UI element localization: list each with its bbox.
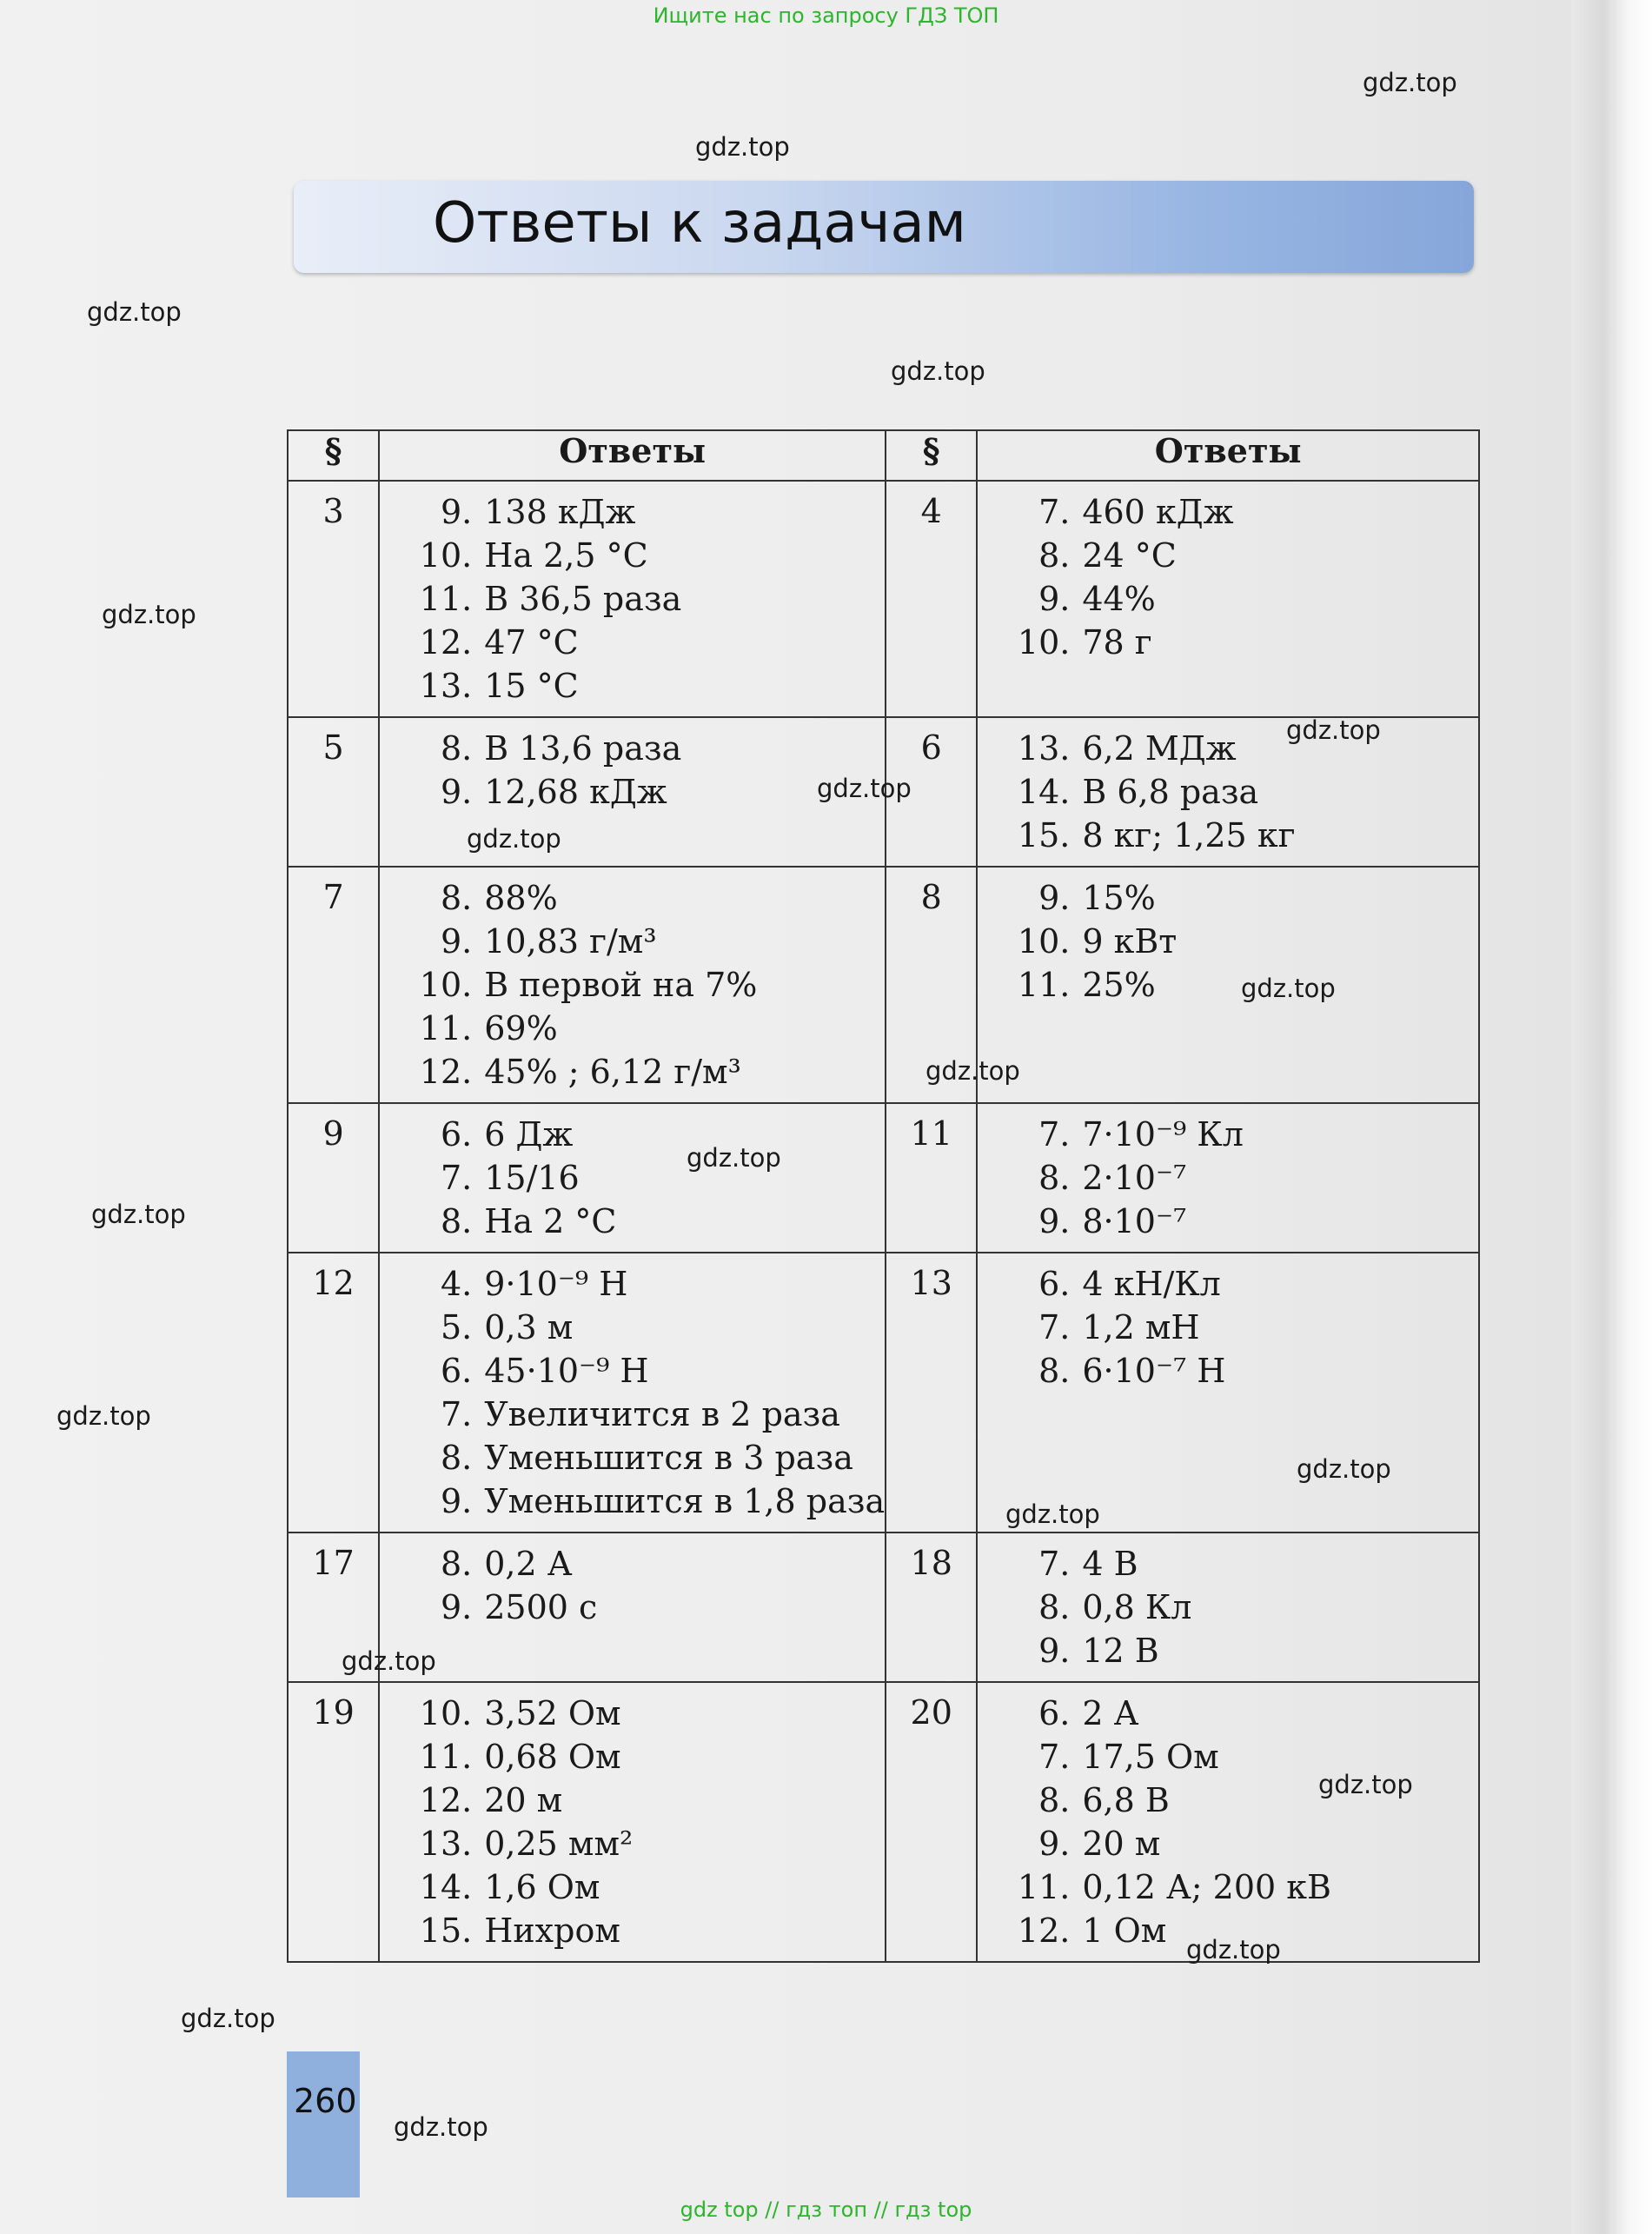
answer-item — [404, 1349, 885, 1393]
answer-number: 14. — [419, 1868, 473, 1906]
answer-item — [1002, 1200, 1478, 1243]
answers-cell — [379, 1533, 886, 1682]
answer-number: 7. — [1038, 493, 1071, 531]
answer-text: На 2 °С — [484, 1202, 617, 1240]
answer-item — [404, 876, 885, 920]
answer-item — [404, 1200, 885, 1243]
section-number: 8 — [886, 867, 977, 1103]
answer-text: 460 кДж — [1082, 493, 1234, 531]
answer-text: 69% — [484, 1009, 558, 1047]
answers-cell — [977, 717, 1479, 867]
answer-text: 45·10⁻⁹ Н — [484, 1352, 649, 1390]
answer-number: 10. — [1017, 623, 1071, 662]
answer-text: 10,83 г/м³ — [484, 922, 657, 961]
watermark: gdz.top — [91, 1200, 186, 1229]
watermark: gdz.top — [1286, 715, 1381, 745]
answer-text: В 6,8 раза — [1082, 773, 1259, 811]
answer-item — [1002, 1349, 1478, 1393]
answer-text: 8·10⁻⁷ — [1082, 1202, 1187, 1240]
watermark: gdz.top — [1186, 1935, 1281, 1965]
answer-number: 7. — [1038, 1115, 1071, 1154]
answer-number: 6. — [1038, 1694, 1071, 1732]
answer-text: 45% ; 6,12 г/м³ — [484, 1053, 741, 1091]
answers-cell — [977, 1682, 1479, 1962]
watermark: gdz.top — [394, 2112, 488, 2142]
answer-text: 7·10⁻⁹ Кл — [1082, 1115, 1244, 1154]
section-number: 13 — [886, 1253, 977, 1533]
answer-item — [1002, 1629, 1478, 1672]
section-number: 5 — [288, 717, 379, 867]
answer-item — [404, 1822, 885, 1865]
answer-text: Увеличится в 2 раза — [484, 1395, 840, 1433]
answer-text: 12,68 кДж — [484, 773, 667, 811]
answer-text: 0,2 А — [484, 1545, 573, 1583]
watermark: gdz.top — [56, 1401, 151, 1431]
answers-cell — [379, 1103, 886, 1253]
page-number-tab — [287, 2051, 360, 2197]
answer-item — [404, 1113, 885, 1156]
answer-text: Нихром — [484, 1912, 620, 1950]
section-number: 7 — [288, 867, 379, 1103]
answer-text: 6·10⁻⁷ Н — [1082, 1352, 1226, 1390]
answers-cell — [977, 481, 1479, 717]
answer-text: 2500 с — [484, 1588, 598, 1626]
answer-text: 0,12 А; 200 кВ — [1082, 1868, 1331, 1906]
answer-text: В 13,6 раза — [484, 729, 682, 768]
section-number: 9 — [288, 1103, 379, 1253]
answer-item — [404, 1909, 885, 1952]
answer-text: 4 В — [1082, 1545, 1138, 1583]
answer-number: 15. — [1017, 816, 1071, 854]
section-number: 4 — [886, 481, 977, 717]
answer-text: 15% — [1082, 879, 1156, 917]
answer-number: 8. — [440, 1545, 473, 1583]
book-spine — [1571, 0, 1652, 2234]
answer-number: 12. — [419, 623, 473, 662]
answer-item — [404, 1262, 885, 1306]
page-title: Ответы к задачам — [433, 191, 966, 256]
answer-number: 12. — [419, 1053, 473, 1091]
answer-number: 8. — [1038, 1159, 1071, 1197]
answer-text: 138 кДж — [484, 493, 636, 531]
answer-number: 13. — [419, 1825, 473, 1863]
answers-table — [287, 429, 1480, 1963]
answer-number: 4. — [440, 1265, 473, 1303]
answer-number: 8. — [1038, 536, 1071, 575]
answer-item — [1002, 1822, 1478, 1865]
answer-item — [404, 1007, 885, 1050]
answer-number: 9. — [440, 1482, 473, 1520]
watermark: gdz.top — [817, 774, 912, 803]
answer-text: На 2,5 °С — [484, 536, 648, 575]
answer-item — [404, 490, 885, 534]
answer-item — [1002, 1113, 1478, 1156]
answer-text: 4 кН/Кл — [1082, 1265, 1221, 1303]
answer-number: 10. — [419, 1694, 473, 1732]
answer-item — [1002, 814, 1478, 857]
answer-text: 1,2 мН — [1082, 1308, 1200, 1346]
answer-number: 6. — [440, 1115, 473, 1154]
watermark: gdz.top — [1318, 1770, 1413, 1799]
answers-cell — [977, 1253, 1479, 1533]
answer-item — [404, 1306, 885, 1349]
table-header-row — [288, 430, 1479, 481]
table-row — [288, 1533, 1479, 1682]
answers-cell — [977, 867, 1479, 1103]
answer-item — [1002, 534, 1478, 577]
section-number: 11 — [886, 1103, 977, 1253]
answer-item — [1002, 770, 1478, 814]
watermark: gdz.top — [1241, 974, 1336, 1003]
answer-number: 9. — [440, 773, 473, 811]
header-section-left: § — [288, 430, 379, 481]
answer-item — [404, 1586, 885, 1629]
answer-number: 12. — [419, 1781, 473, 1819]
answers-cell — [379, 717, 886, 867]
section-number: 12 — [288, 1253, 379, 1533]
answer-item — [404, 1542, 885, 1586]
answer-number: 8. — [440, 879, 473, 917]
page-number: 260 — [294, 2082, 357, 2120]
answer-text: 0,8 Кл — [1082, 1588, 1192, 1626]
watermark: gdz.top — [1005, 1499, 1100, 1529]
answer-text: 6,8 В — [1082, 1781, 1170, 1819]
answer-text: Уменьшится в 1,8 раза — [484, 1482, 886, 1520]
answer-item — [404, 1479, 885, 1523]
answer-text: 0,25 мм² — [484, 1825, 634, 1863]
answers-cell — [379, 481, 886, 717]
section-number: 6 — [886, 717, 977, 867]
title-bar — [294, 181, 1474, 273]
answer-text: 6 Дж — [484, 1115, 574, 1154]
answer-number: 14. — [1017, 773, 1071, 811]
answer-number: 8. — [1038, 1781, 1071, 1819]
answer-text: 15/16 — [484, 1159, 580, 1197]
answers-cell — [379, 867, 886, 1103]
answer-number: 9. — [1038, 1202, 1071, 1240]
answer-item — [1002, 1586, 1478, 1629]
answers-cell — [379, 1682, 886, 1962]
answer-number: 9. — [1038, 1632, 1071, 1670]
answer-number: 11. — [419, 580, 473, 618]
watermark: gdz.top — [102, 600, 196, 629]
answer-number: 7. — [440, 1395, 473, 1433]
watermark: gdz.top — [342, 1646, 436, 1676]
answer-text: В первой на 7% — [484, 966, 758, 1004]
table-row — [288, 1103, 1479, 1253]
answer-number: 7. — [440, 1159, 473, 1197]
answer-number: 8. — [1038, 1352, 1071, 1390]
answer-item — [404, 664, 885, 708]
answer-number: 11. — [419, 1738, 473, 1776]
answer-number: 8. — [440, 729, 473, 768]
answer-item — [1002, 1306, 1478, 1349]
answer-text: 15 °С — [484, 667, 579, 705]
answer-item — [1002, 920, 1478, 963]
answer-text: 44% — [1082, 580, 1156, 618]
answer-number: 11. — [1017, 966, 1071, 1004]
answer-item — [1002, 876, 1478, 920]
answer-text: 17,5 Ом — [1082, 1738, 1219, 1776]
answer-number: 5. — [440, 1308, 473, 1346]
watermark: gdz.top — [687, 1143, 781, 1173]
table-row — [288, 1682, 1479, 1962]
answer-item — [404, 1156, 885, 1200]
answer-item — [1002, 727, 1478, 770]
answer-number: 8. — [440, 1202, 473, 1240]
table-row — [288, 481, 1479, 717]
answer-item — [404, 1735, 885, 1779]
answer-item — [404, 1692, 885, 1735]
watermark: gdz.top — [1297, 1454, 1391, 1484]
watermark: gdz.top — [695, 132, 790, 162]
answer-item — [404, 770, 885, 814]
answer-text: 1 Ом — [1082, 1912, 1167, 1950]
watermark: gdz.top — [181, 2004, 275, 2033]
answer-number: 6. — [1038, 1265, 1071, 1303]
watermark: gdz.top — [87, 297, 182, 327]
answer-text: 24 °С — [1082, 536, 1177, 575]
answer-text: 78 г — [1082, 623, 1152, 662]
answer-item — [1002, 1156, 1478, 1200]
answer-number: 9. — [1038, 879, 1071, 917]
answers-cell — [379, 1253, 886, 1533]
answer-number: 9. — [440, 922, 473, 961]
watermark: gdz.top — [891, 356, 985, 386]
answer-number: 11. — [419, 1009, 473, 1047]
watermark: gdz.top — [1363, 68, 1457, 97]
answer-item — [404, 1050, 885, 1094]
answer-item — [404, 727, 885, 770]
answer-number: 9. — [1038, 580, 1071, 618]
answer-number: 7. — [1038, 1545, 1071, 1583]
answer-number: 10. — [419, 966, 473, 1004]
header-answers-left: Ответы — [379, 430, 886, 481]
answer-item — [404, 534, 885, 577]
answer-item — [1002, 1865, 1478, 1909]
answer-item — [404, 621, 885, 664]
answer-number: 7. — [1038, 1738, 1071, 1776]
answer-number: 9. — [440, 493, 473, 531]
answer-item — [404, 1779, 885, 1822]
answer-item — [404, 1865, 885, 1909]
section-number: 20 — [886, 1682, 977, 1962]
section-number: 19 — [288, 1682, 379, 1962]
answer-number: 7. — [1038, 1308, 1071, 1346]
answer-text: 1,6 Ом — [484, 1868, 600, 1906]
answers-cell — [977, 1533, 1479, 1682]
answer-item — [404, 963, 885, 1007]
answer-number: 9. — [440, 1588, 473, 1626]
watermark: gdz.top — [926, 1056, 1020, 1086]
answer-number: 10. — [419, 536, 473, 575]
answer-text: 88% — [484, 879, 558, 917]
answer-text: 3,52 Ом — [484, 1694, 621, 1732]
answer-number: 12. — [1017, 1912, 1071, 1950]
answer-number: 10. — [1017, 922, 1071, 961]
answer-text: 20 м — [484, 1781, 563, 1819]
answer-text: 47 °С — [484, 623, 579, 662]
answer-text: 8 кг; 1,25 кг — [1082, 816, 1296, 854]
top-banner[interactable]: Ищите нас по запросу ГДЗ ТОП — [653, 3, 999, 28]
section-number: 18 — [886, 1533, 977, 1682]
answer-number: 15. — [419, 1912, 473, 1950]
answer-text: 20 м — [1082, 1825, 1161, 1863]
header-section-right: § — [886, 430, 977, 481]
answer-item — [404, 577, 885, 621]
table-row — [288, 1253, 1479, 1533]
answer-text: Уменьшится в 3 раза — [484, 1439, 853, 1477]
answer-text: 2 А — [1082, 1694, 1139, 1732]
answer-number: 8. — [1038, 1588, 1071, 1626]
answer-item — [1002, 490, 1478, 534]
answer-item — [404, 920, 885, 963]
answer-text: 0,3 м — [484, 1308, 574, 1346]
answer-text: 2·10⁻⁷ — [1082, 1159, 1187, 1197]
answer-item — [1002, 1692, 1478, 1735]
answer-text: 9 кВт — [1082, 922, 1178, 961]
answer-text: 9·10⁻⁹ Н — [484, 1265, 628, 1303]
answer-item — [404, 1436, 885, 1479]
answer-item — [1002, 1262, 1478, 1306]
answer-number: 13. — [419, 667, 473, 705]
answer-text: 12 В — [1082, 1632, 1159, 1670]
answer-number: 13. — [1017, 729, 1071, 768]
answer-number: 9. — [1038, 1825, 1071, 1863]
answer-number: 6. — [440, 1352, 473, 1390]
answer-item — [1002, 621, 1478, 664]
section-number: 17 — [288, 1533, 379, 1682]
answer-item — [404, 1393, 885, 1436]
watermark: gdz.top — [467, 824, 561, 854]
answer-text: В 36,5 раза — [484, 580, 682, 618]
answer-item — [1002, 1542, 1478, 1586]
bottom-banner[interactable]: gdz top // гдз топ // гдз top — [680, 2197, 972, 2222]
answer-item — [1002, 577, 1478, 621]
answer-text: 6,2 МДж — [1082, 729, 1237, 768]
answer-text: 25% — [1082, 966, 1156, 1004]
answer-text: 0,68 Ом — [484, 1738, 621, 1776]
answer-number: 8. — [440, 1439, 473, 1477]
header-answers-right: Ответы — [977, 430, 1479, 481]
answer-number: 11. — [1017, 1868, 1071, 1906]
section-number: 3 — [288, 481, 379, 717]
answers-cell — [977, 1103, 1479, 1253]
